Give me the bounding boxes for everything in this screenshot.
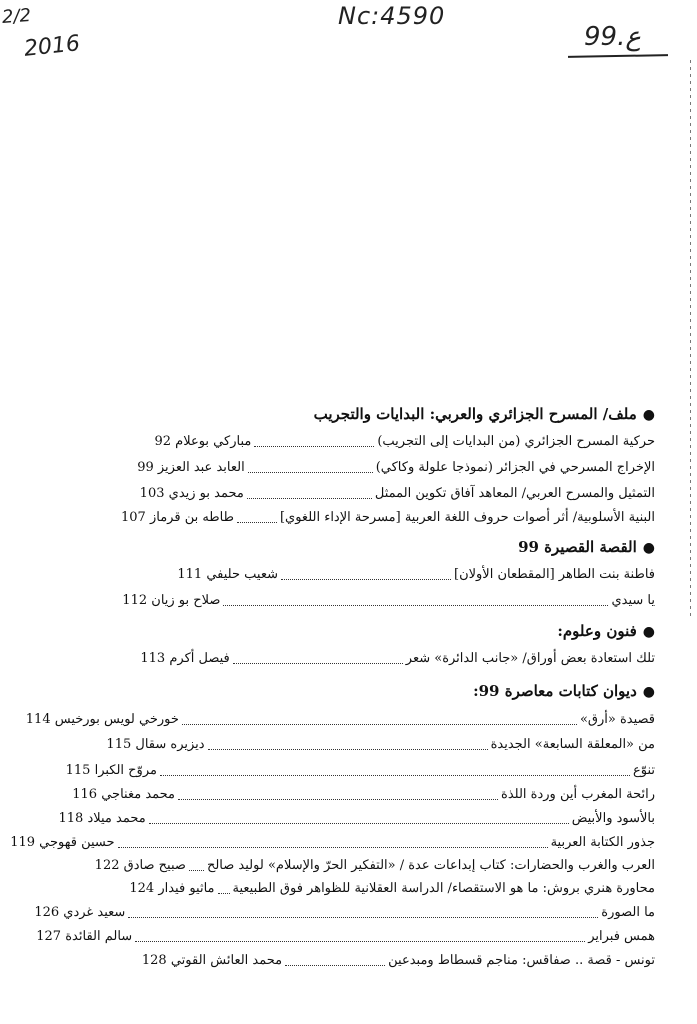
toc-entry — [26, 711, 655, 729]
section-title: القصة القصيرة 99 — [518, 538, 637, 556]
entry-title: العرب والغرب والحضارات: كتاب إبداعات عدة / «التفكير الحرّ والإسلام» لوليد صالح — [206, 858, 655, 873]
section-title: فنون وعلوم: — [557, 622, 637, 640]
toc-entry — [137, 459, 655, 477]
entry-page: 114 — [25, 712, 51, 727]
entry-page: 127 — [36, 929, 62, 944]
toc-entry — [140, 485, 655, 503]
entry-author: ماثيو فيدار — [158, 881, 215, 896]
toc-entry — [177, 566, 655, 584]
entry-title: محاورة هنري بروش: ما هو الاستقصاء/ الدراسة العقلانية للظواهر فوق الطبيعية — [232, 881, 655, 896]
entry-page: 103 — [139, 486, 165, 501]
entry-title: قصيدة «أرق» — [579, 712, 655, 727]
toc-entry — [142, 952, 655, 970]
entry-page: 92 — [154, 434, 172, 449]
entry-page: 99 — [137, 460, 154, 475]
handwritten-fraction: 2/2 — [1, 5, 32, 28]
toc-entry — [66, 762, 655, 780]
toc-entry — [129, 880, 655, 898]
entry-title: البنية الأسلوبية/ أثر أصوات حروف اللغة العربية [مسرحة الإداء اللغوي] — [279, 510, 655, 525]
bullet-icon: ● — [642, 624, 655, 640]
section-heading-contemporary-writings — [473, 682, 655, 700]
scan-edge-mark — [690, 60, 691, 620]
entry-title: الإخراج المسرحي في الجزائر (نموذجا علولة وكاكي) — [375, 460, 655, 475]
toc-entry — [34, 904, 655, 922]
entry-author: محمد مغناجي — [101, 787, 176, 802]
entry-author: صلاح بو زيان — [151, 593, 221, 608]
entry-title: تنوّع — [632, 763, 655, 778]
entry-page: 107 — [121, 510, 146, 525]
entry-title: تلك استعادة بعض أوراق/ «جانب الدائرة» شعر — [405, 651, 655, 666]
entry-page: 128 — [141, 953, 167, 968]
entry-author: العابد عبد العزيز — [157, 460, 245, 475]
entry-page: 126 — [34, 905, 60, 920]
entry-author: خورخي لويس بورخيس — [54, 712, 179, 727]
entry-author: محمد العائش القوتي — [170, 953, 283, 968]
toc-entry — [122, 592, 655, 610]
bullet-icon: ● — [642, 540, 655, 556]
entry-page: 112 — [122, 593, 148, 608]
entry-title: التمثيل والمسرح العربي/ المعاهد آفاق تكوين الممثل — [374, 486, 655, 501]
bullet-icon: ● — [642, 407, 655, 423]
entry-author: حسين قهوجي — [39, 835, 115, 850]
entry-page: 115 — [106, 737, 132, 752]
handwritten-year: 2016 — [22, 31, 82, 62]
entry-author: شعيب حليفي — [206, 567, 278, 582]
entry-author: طاطه بن قرماز — [149, 510, 234, 525]
entry-author: مباركي بوعلام — [175, 434, 252, 449]
toc-entry — [140, 650, 655, 668]
section-title: ديوان كتابات معاصرة 99: — [473, 682, 637, 700]
entry-title: تونس - قصة .. صفاقس: مناجم قسطاط ومبدعين — [388, 953, 655, 968]
entry-title: حركية المسرح الجزائري (من البدايات إلى التجريب) — [377, 434, 655, 449]
entry-page: 115 — [65, 763, 91, 778]
handwritten-underline — [568, 54, 668, 58]
toc-entry — [106, 736, 655, 754]
entry-title: رائحة المغرب أين وردة اللذة — [501, 787, 655, 802]
toc-entry — [72, 786, 655, 804]
section-heading-arts-sciences — [557, 622, 655, 640]
entry-author: محمد بو زيدي — [168, 486, 244, 501]
entry-page: 118 — [58, 811, 84, 826]
entry-page: 119 — [10, 835, 36, 850]
toc-entry — [58, 810, 655, 828]
entry-page: 122 — [94, 858, 120, 873]
toc-entry — [36, 928, 655, 946]
toc-entry — [10, 834, 655, 852]
entry-author: سعيد غردي — [63, 905, 126, 920]
entry-author: فيصل أكرم — [169, 651, 230, 666]
entry-author: محمد ميلاد — [87, 811, 146, 826]
entry-title: همس فبراير — [588, 929, 655, 944]
section-title: ملف/ المسرح الجزائري والعربي: البدايات والتجريب — [313, 405, 637, 423]
entry-author: صبيح صادق — [123, 858, 186, 873]
handwritten-issue-number: 99.ع — [584, 22, 641, 52]
entry-title: يا سيدي — [611, 593, 655, 608]
entry-author: سالم القائدة — [65, 929, 133, 944]
entry-title: فاطنة بنت الطاهر [المقطعان الأولان] — [454, 567, 655, 582]
entry-page: 113 — [140, 651, 166, 666]
entry-title: جذور الكتابة العربية — [550, 835, 655, 850]
toc-entry — [154, 433, 655, 451]
entry-title: بالأسود والأبيض — [571, 811, 655, 826]
entry-title: ما الصورة — [601, 905, 655, 920]
section-heading-theater — [314, 405, 655, 423]
bullet-icon: ● — [642, 684, 655, 700]
toc-entry — [95, 857, 655, 875]
entry-page: 124 — [129, 881, 155, 896]
entry-page: 116 — [72, 787, 98, 802]
section-heading-short-story — [518, 538, 655, 556]
toc-entry — [121, 509, 655, 527]
entry-author: مروّح الكبرا — [94, 763, 157, 778]
entry-author: ديزيره سقال — [135, 737, 205, 752]
entry-title: من «المعلقة السابعة» الجديدة — [490, 737, 655, 752]
entry-page: 111 — [177, 567, 203, 582]
handwritten-catalog-code: Nc:4590 — [338, 2, 446, 30]
